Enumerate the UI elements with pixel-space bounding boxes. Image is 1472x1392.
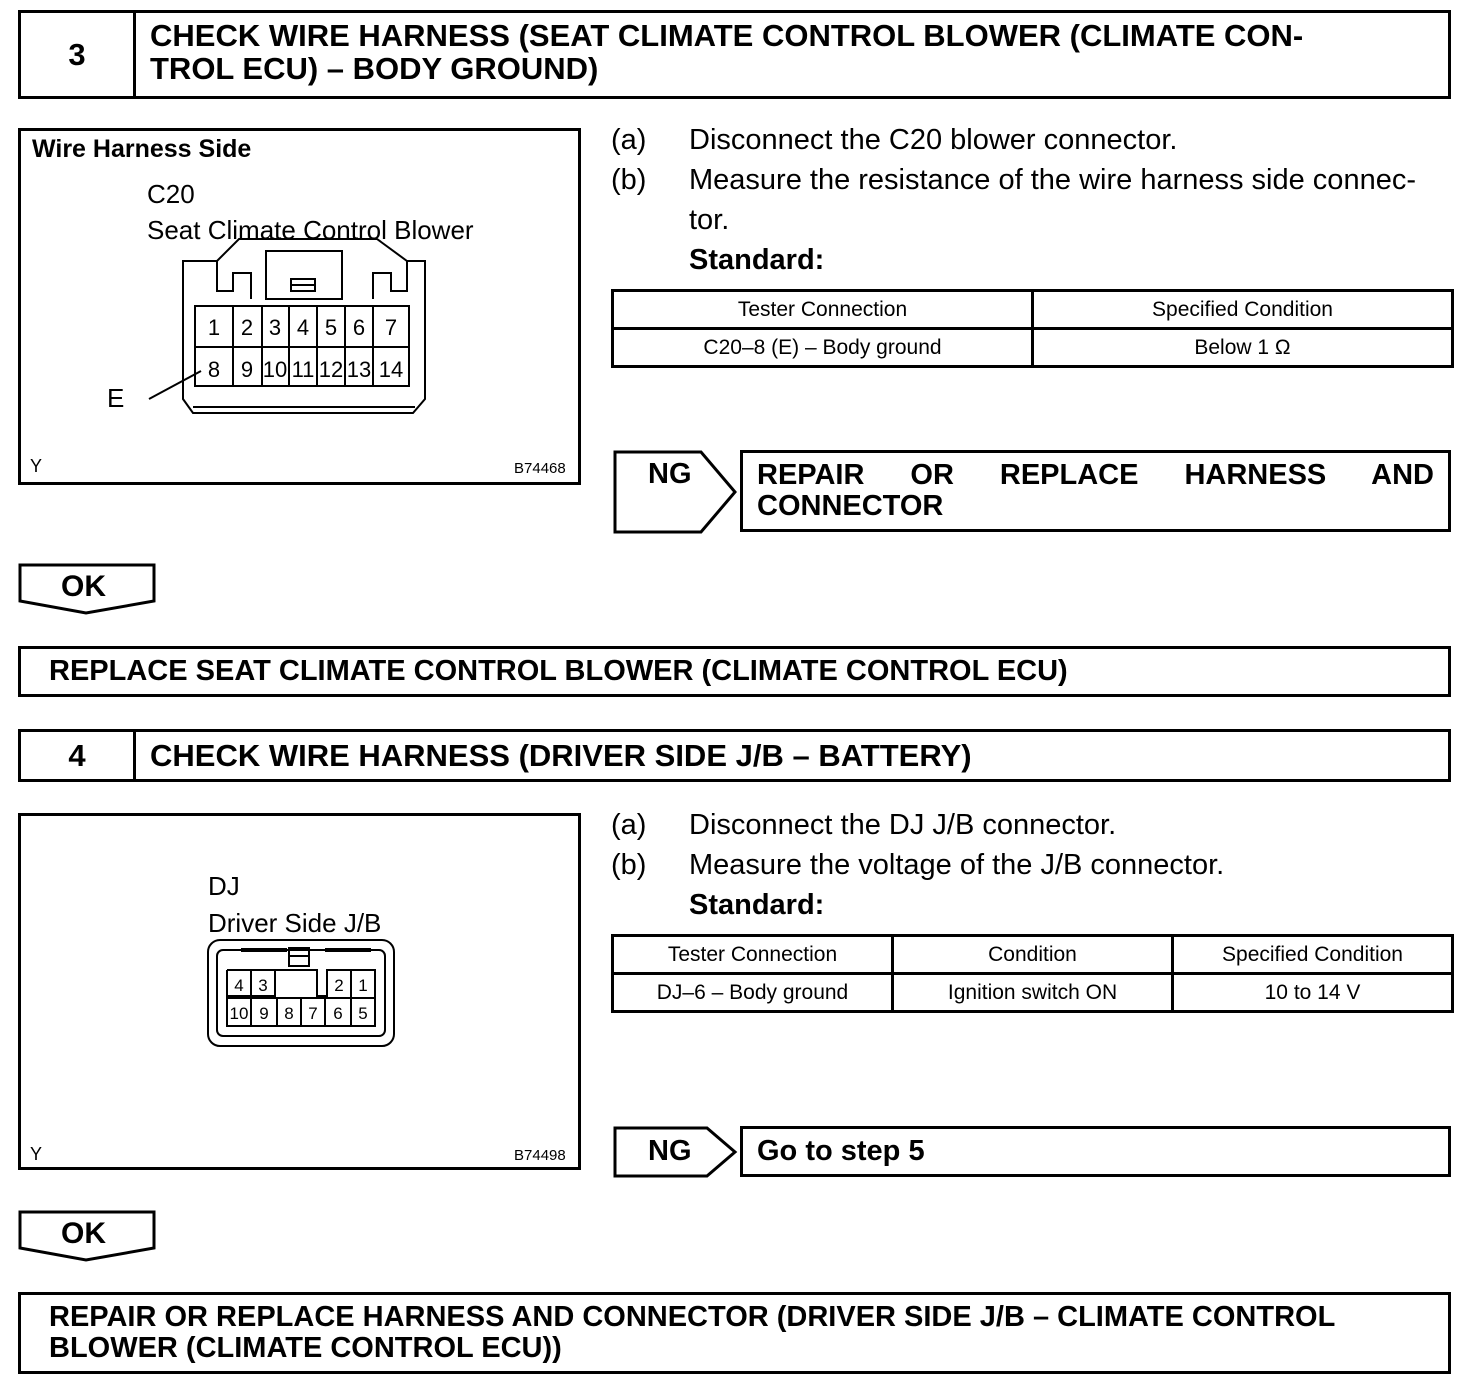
- table-cell: C20–8 (E) – Body ground: [613, 329, 1033, 367]
- step-3-header: [18, 10, 1451, 99]
- ng-result-box: REPAIR OR REPLACE HARNESS AND CONNECTOR: [740, 450, 1451, 532]
- table-header: Specified Condition: [1033, 291, 1453, 329]
- figure-heading: Wire Harness Side: [32, 135, 252, 163]
- pin-label: 2: [240, 315, 254, 340]
- instruction-b: (b) Measure the voltage of the J/B connector.: [611, 849, 1225, 881]
- pin-label: 14: [378, 357, 404, 382]
- step-3-spec-table: [611, 289, 1454, 368]
- table-header-row: [613, 936, 1453, 974]
- table-cell: DJ–6 – Body ground: [613, 974, 893, 1012]
- instruction-b: (b) Measure the resistance of the wire harness side connec- tor.: [611, 164, 1416, 236]
- ng-result-box: Go to step 5: [740, 1126, 1451, 1177]
- pin-label: 4: [296, 315, 310, 340]
- pin-label: 2: [334, 976, 344, 995]
- connector-name: Seat Climate Control Blower: [147, 215, 474, 245]
- table-header: Tester Connection: [613, 936, 893, 974]
- table-cell: 10 to 14 V: [1173, 974, 1453, 1012]
- table-cell: Ignition switch ON: [893, 974, 1173, 1012]
- table-header: Tester Connection: [613, 291, 1033, 329]
- pin-label: 7: [384, 315, 398, 340]
- table-header: Condition: [893, 936, 1173, 974]
- step-4-instructions: [611, 805, 1456, 925]
- corner-label: Y: [30, 456, 43, 476]
- step-number: 4: [21, 732, 136, 779]
- pin-label: 11: [291, 357, 315, 382]
- figure-id: B74498: [514, 1147, 566, 1164]
- ok-label: OK: [61, 570, 106, 603]
- pin-label: 6: [333, 1004, 343, 1023]
- ok-label: OK: [61, 1217, 106, 1250]
- pin-label: 12: [318, 357, 344, 382]
- ng-label: NG: [648, 458, 692, 490]
- pin-label: 9: [240, 357, 254, 382]
- pin-label: 10: [262, 357, 288, 382]
- step-4-spec-table: [611, 934, 1454, 1013]
- step-4-header: [18, 729, 1451, 782]
- pin-label: 6: [352, 315, 366, 340]
- pin-label: 8: [284, 1004, 294, 1023]
- pin-label: 1: [358, 976, 368, 995]
- corner-label: Y: [30, 1144, 43, 1164]
- dj-connector-drawing: [21, 816, 578, 1167]
- pin-label: 1: [207, 315, 221, 340]
- step-title: CHECK WIRE HARNESS (SEAT CLIMATE CONTROL BLOWER (CLIMATE CON- TROL ECU) – BODY GROUND): [150, 18, 1304, 86]
- pin-label: 4: [234, 976, 244, 995]
- c20-connector-drawing: [21, 131, 578, 482]
- connector-figure-c20: [18, 128, 581, 485]
- pin-label: 5: [358, 1004, 368, 1023]
- pin-label: 9: [259, 1004, 269, 1023]
- standard-label: Standard:: [689, 889, 825, 921]
- pin-label: 13: [346, 357, 372, 382]
- table-header-row: [613, 291, 1453, 329]
- final-action-box: REPLACE SEAT CLIMATE CONTROL BLOWER (CLIMATE CONTROL ECU): [18, 646, 1451, 697]
- figure-id: B74468: [514, 460, 566, 477]
- final-action-box: REPAIR OR REPLACE HARNESS AND CONNECTOR (DRIVER SIDE J/B – CLIMATE CONTROL BLOWER (CLIMATE CONTROL ECU)): [18, 1292, 1451, 1374]
- instruction-a: (a) Disconnect the DJ J/B connector.: [611, 809, 1117, 841]
- callout-label: E: [107, 383, 125, 413]
- pin-label: 10: [229, 1004, 249, 1023]
- table-row: [613, 329, 1453, 367]
- pin-label: 8: [207, 357, 221, 382]
- table-header: Specified Condition: [1173, 936, 1453, 974]
- step-number: 3: [21, 13, 136, 96]
- table-row: [613, 974, 1453, 1012]
- pin-label: 5: [324, 315, 338, 340]
- table-cell: Below 1 Ω: [1033, 329, 1453, 367]
- step-3-instructions: [611, 120, 1456, 280]
- instruction-a: (a) Disconnect the C20 blower connector.: [611, 124, 1178, 156]
- connector-name: Driver Side J/B: [208, 908, 382, 938]
- connector-figure-dj: [18, 813, 581, 1170]
- pin-label: 7: [308, 1004, 318, 1023]
- connector-code: C20: [147, 179, 195, 209]
- ng-label: NG: [648, 1135, 692, 1167]
- step-title: CHECK WIRE HARNESS (DRIVER SIDE J/B – BATTERY): [150, 738, 972, 773]
- pin-label: 3: [258, 976, 268, 995]
- standard-label: Standard:: [689, 244, 825, 276]
- pin-label: 3: [268, 315, 282, 340]
- connector-code: DJ: [208, 871, 240, 901]
